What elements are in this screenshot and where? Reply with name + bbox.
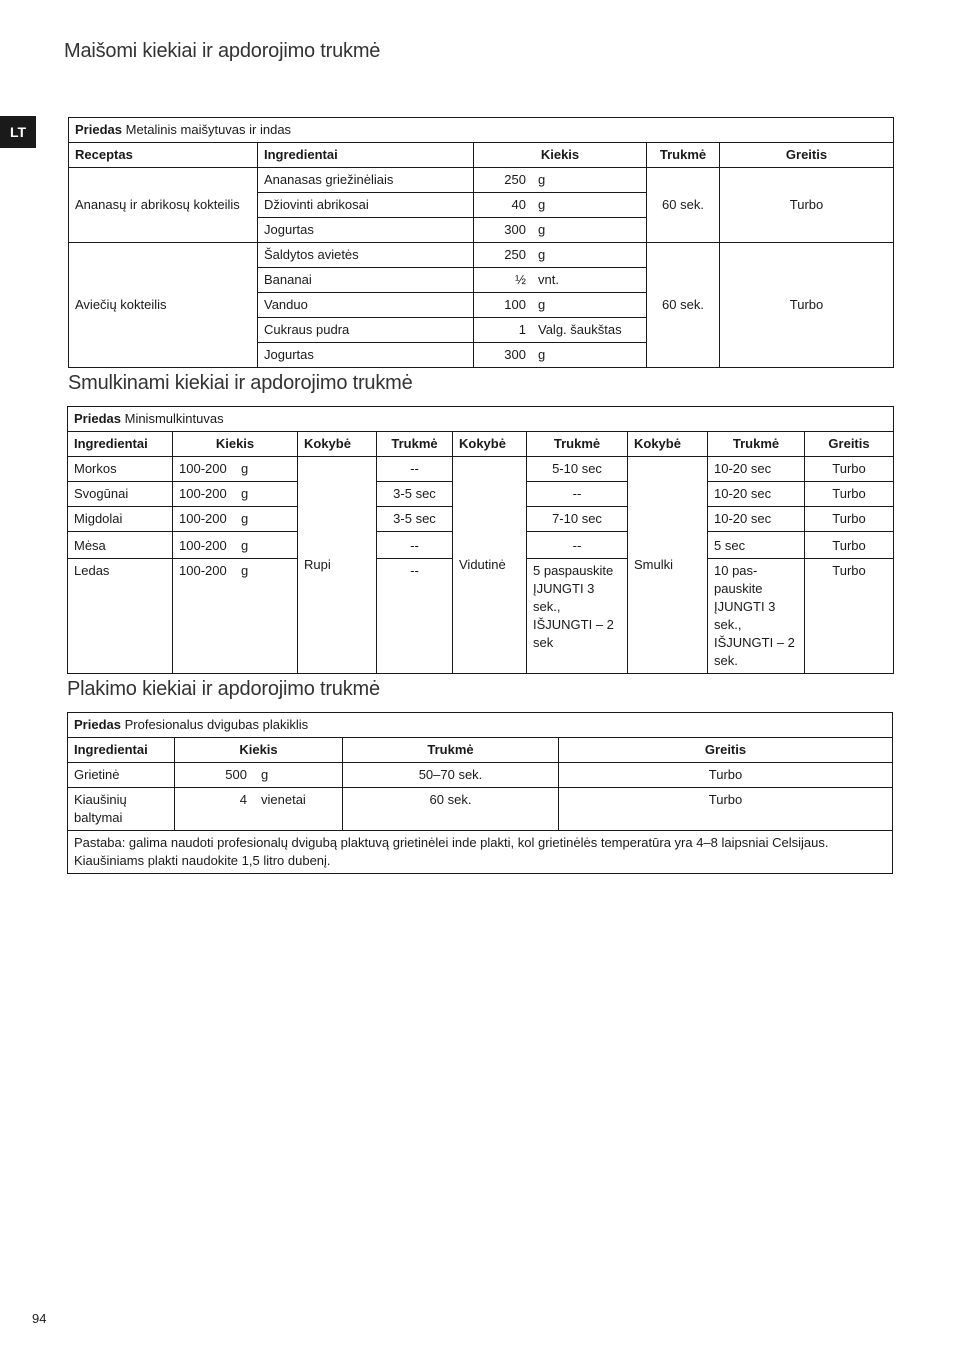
table-header-row: [68, 738, 893, 763]
ingredient-name: Ananasas griežinėliais: [258, 168, 474, 193]
recipe-speed: Turbo: [720, 243, 894, 368]
time-medium: 5-10 sec: [527, 457, 628, 482]
recipe-name: Ananasų ir abrikosų kokteilis: [69, 168, 258, 243]
ingredient-name: Vanduo: [258, 293, 474, 318]
accessory-caption: [68, 407, 894, 432]
header-quantity: Kiekis: [474, 143, 647, 168]
table-caption-row: [68, 713, 893, 738]
quantity-value: 100-200: [179, 486, 227, 501]
header-speed: Greitis: [805, 432, 894, 457]
time-fine: 10 pas-pauskite ĮJUNGTI 3 sek., IŠJUNGTI – 2 sek.: [708, 559, 805, 674]
ingredient-name: Grietinė: [68, 763, 175, 788]
quantity-unit: g: [241, 461, 249, 476]
ingredient-quantity: [173, 457, 298, 482]
quantity-unit: g: [241, 486, 249, 501]
ingredient-name: Šaldytos avietės: [258, 243, 474, 268]
time-coarse: --: [377, 532, 453, 559]
speed-value: Turbo: [805, 507, 894, 532]
quantity-unit: g: [538, 222, 546, 237]
header-speed: Greitis: [720, 143, 894, 168]
quantity-value: 300: [504, 222, 526, 237]
accessory-caption: [68, 713, 893, 738]
ingredient-quantity: [474, 293, 647, 318]
table-header-row: [69, 143, 894, 168]
quality-fine: Smulki: [628, 457, 708, 674]
accessory-caption: [69, 118, 894, 143]
time-value: 50–70 sek.: [343, 763, 559, 788]
ingredient-name: Ledas: [68, 559, 173, 674]
quantity-unit: vienetai: [261, 792, 306, 807]
table-header-row: [68, 432, 894, 457]
quantity-unit: g: [241, 563, 249, 578]
time-coarse: --: [377, 457, 453, 482]
section-title-whisking: Plakimo kiekiai ir apdorojimo trukmė: [67, 678, 380, 700]
speed-value: Turbo: [559, 788, 893, 831]
table-row: [69, 168, 894, 193]
time-value: 60 sek.: [343, 788, 559, 831]
header-time: Trukmė: [377, 432, 453, 457]
language-tab: LT: [0, 116, 36, 148]
ingredient-name: Migdolai: [68, 507, 173, 532]
recipe-time: 60 sek.: [647, 168, 720, 243]
quantity-value: 100-200: [179, 538, 227, 553]
quantity-unit: g: [538, 172, 546, 187]
table-row: [68, 457, 894, 482]
ingredient-name: Morkos: [68, 457, 173, 482]
header-ingredients: Ingredientai: [68, 432, 173, 457]
quantity-unit: g: [538, 247, 546, 262]
quantity-unit: g: [241, 538, 249, 553]
header-quantity: Kiekis: [175, 738, 343, 763]
table-caption-row: [69, 118, 894, 143]
speed-value: Turbo: [805, 457, 894, 482]
accessory-value: Profesionalus dvigubas plakiklis: [124, 717, 309, 732]
time-fine: 10-20 sec: [708, 457, 805, 482]
table-row: [68, 763, 893, 788]
ingredient-quantity: [173, 482, 298, 507]
note-text: Pastaba: galima naudoti profesionalų dvigubą plaktuvą grietinėlei inde plakti, kol grietinėlės temperatūra yra 4–8 laipsniai Celsijaus. Kiaušiniams plakti naudokite 1,5 litro dubenį.: [68, 831, 893, 874]
ingredient-name: Bananai: [258, 268, 474, 293]
ingredient-quantity: [173, 507, 298, 532]
quantity-unit: g: [261, 767, 269, 782]
page-number: 94: [32, 1311, 47, 1326]
accessory-label: Priedas: [74, 411, 121, 426]
quantity-value: 100-200: [179, 461, 227, 476]
ingredient-quantity: [474, 343, 647, 368]
chopping-table: [67, 406, 894, 674]
header-time: Trukmė: [708, 432, 805, 457]
quality-coarse: Rupi: [298, 457, 377, 674]
quantity-value: 250: [504, 247, 526, 262]
quantity-unit: g: [241, 511, 249, 526]
recipe-speed: Turbo: [720, 168, 894, 243]
time-medium: 5 paspauskite ĮJUNGTI 3 sek., IŠJUNGTI – 2 sek: [527, 559, 628, 674]
time-coarse: --: [377, 559, 453, 674]
ingredient-name: Mėsa: [68, 532, 173, 559]
quantity-value: 1: [518, 322, 526, 337]
quantity-value: 100-200: [179, 563, 227, 578]
quantity-unit: g: [538, 297, 546, 312]
accessory-label: Priedas: [74, 717, 121, 732]
table-caption-row: [68, 407, 894, 432]
ingredient-quantity: [173, 559, 298, 674]
quantity-value: 300: [504, 347, 526, 362]
quantity-value: 500: [225, 767, 247, 782]
time-medium: --: [527, 532, 628, 559]
header-quality: Kokybė: [298, 432, 377, 457]
section-title-mixing: Maišomi kiekiai ir apdorojimo trukmė: [64, 40, 381, 62]
quantity-unit: Valg. šaukštas: [538, 322, 622, 337]
recipe-name: Aviečių kokteilis: [69, 243, 258, 368]
quantity-unit: vnt.: [538, 272, 559, 287]
ingredient-quantity: [474, 268, 647, 293]
speed-value: Turbo: [559, 763, 893, 788]
accessory-label: Priedas: [75, 122, 122, 137]
speed-value: Turbo: [805, 559, 894, 674]
accessory-value: Minismulkintuvas: [124, 411, 224, 426]
ingredient-name: Svogūnai: [68, 482, 173, 507]
time-medium: --: [527, 482, 628, 507]
quantity-value: ½: [515, 272, 526, 287]
header-time: Trukmė: [343, 738, 559, 763]
speed-value: Turbo: [805, 532, 894, 559]
ingredient-quantity: [474, 193, 647, 218]
header-quality: Kokybė: [628, 432, 708, 457]
header-ingredients: Ingredientai: [258, 143, 474, 168]
accessory-value: Metalinis maišytuvas ir indas: [125, 122, 292, 137]
ingredient-quantity: [175, 763, 343, 788]
quantity-value: 250: [504, 172, 526, 187]
header-ingredients: Ingredientai: [68, 738, 175, 763]
ingredient-quantity: [175, 788, 343, 831]
quantity-unit: g: [538, 197, 546, 212]
ingredient-name: Kiaušinių baltymai: [68, 788, 175, 831]
quantity-unit: g: [538, 347, 546, 362]
quantity-value: 40: [511, 197, 526, 212]
speed-value: Turbo: [805, 482, 894, 507]
header-quality: Kokybė: [453, 432, 527, 457]
ingredient-name: Jogurtas: [258, 343, 474, 368]
header-quantity: Kiekis: [173, 432, 298, 457]
ingredient-name: Džiovinti abrikosai: [258, 193, 474, 218]
ingredient-quantity: [474, 318, 647, 343]
ingredient-quantity: [474, 168, 647, 193]
time-medium: 7-10 sec: [527, 507, 628, 532]
quantity-value: 4: [239, 792, 247, 807]
section-title-chopping: Smulkinami kiekiai ir apdorojimo trukmė: [68, 372, 413, 394]
time-coarse: 3-5 sec: [377, 482, 453, 507]
whisking-table: [67, 712, 893, 874]
recipe-time: 60 sek.: [647, 243, 720, 368]
ingredient-name: Cukraus pudra: [258, 318, 474, 343]
ingredient-name: Jogurtas: [258, 218, 474, 243]
time-fine: 10-20 sec: [708, 482, 805, 507]
table-row: [69, 243, 894, 268]
header-time: Trukmė: [527, 432, 628, 457]
ingredient-quantity: [474, 218, 647, 243]
time-fine: 5 sec: [708, 532, 805, 559]
header-recipe: Receptas: [69, 143, 258, 168]
mixing-table: [68, 117, 894, 368]
table-note-row: [68, 831, 893, 874]
ingredient-quantity: [173, 532, 298, 559]
time-coarse: 3-5 sec: [377, 507, 453, 532]
quantity-value: 100: [504, 297, 526, 312]
time-fine: 10-20 sec: [708, 507, 805, 532]
ingredient-quantity: [474, 243, 647, 268]
quantity-value: 100-200: [179, 511, 227, 526]
table-row: [68, 788, 893, 831]
header-time: Trukmė: [647, 143, 720, 168]
quality-medium: Vidutinė: [453, 457, 527, 674]
header-speed: Greitis: [559, 738, 893, 763]
